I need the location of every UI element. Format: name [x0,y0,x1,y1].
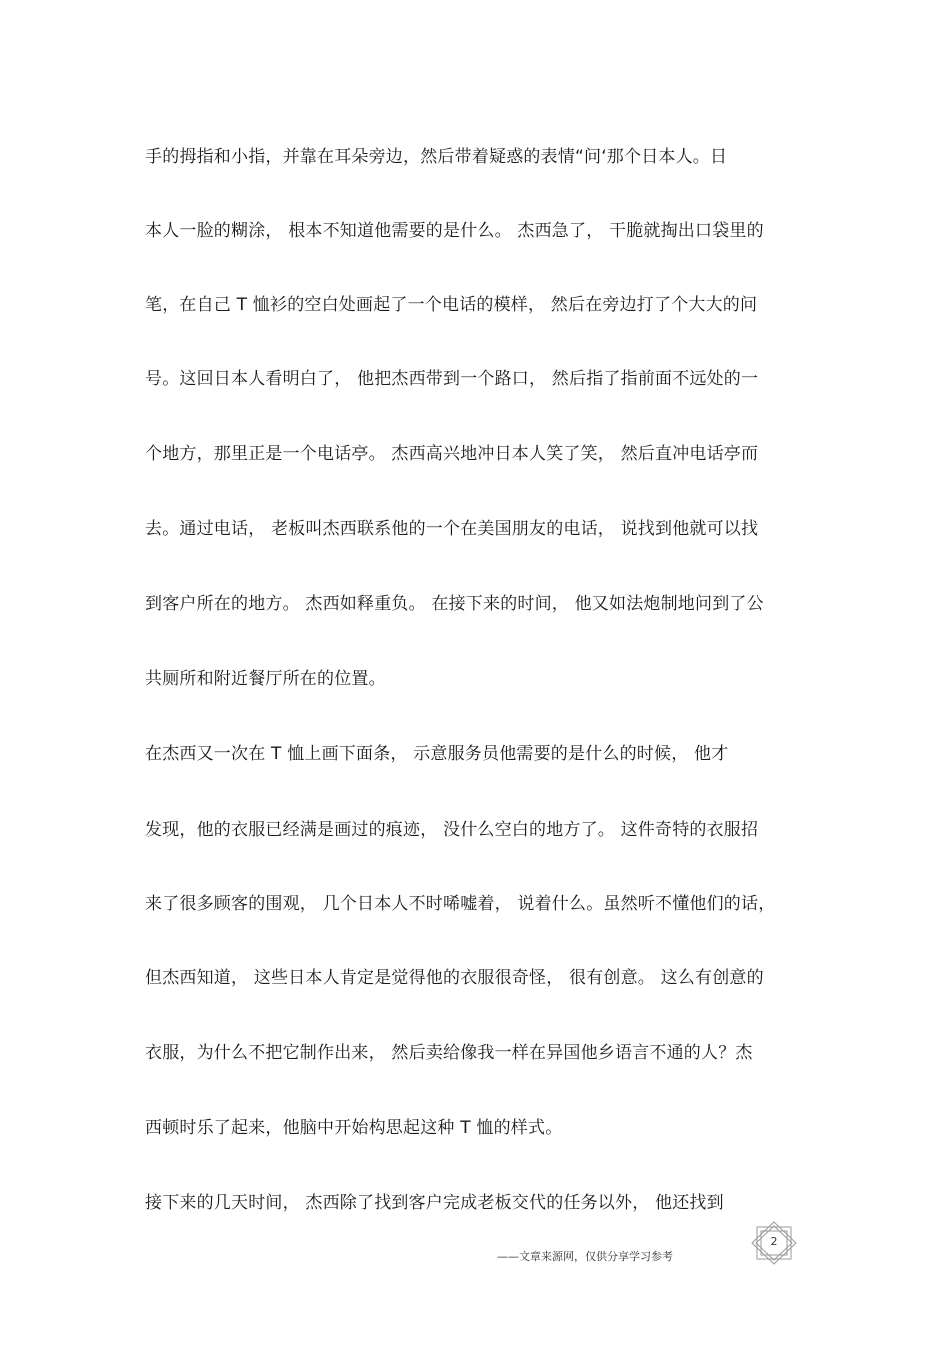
text-line-9: 在杰西又一次在 T 恤上画下面条， 示意服务员他需要的是什么的时候， 他才 [145,744,729,764]
text-line-6: 去。通过电话， 老板叫杰西联系他的一个在美国朋友的电话， 说找到他就可以找 [145,519,759,539]
text-line-13: 衣服，为什么不把它制作出来， 然后卖给像我一样在异国他乡语言不通的人？杰 [145,1043,753,1063]
text-line-14: 西顿时乐了起来，他脑中开始构思起这种 T 恤的样式。 [145,1118,563,1138]
footer-source-note: ——文章来源网，仅供分享学习参考 [497,1250,673,1263]
text-line-2: 本人一脸的糊涂， 根本不知道他需要的是什么。 杰西急了， 干脆就掏出口袋里的 [145,221,764,241]
page-number-badge [749,1221,799,1265]
text-line-5: 个地方，那里正是一个电话亭。 杰西高兴地冲日本人笑了笑， 然后直冲电话亭而 [145,444,759,464]
text-line-12: 但杰西知道， 这些日本人肯定是觉得他的衣服很奇怪， 很有创意。 这么有创意的 [145,968,764,988]
text-line-1: 手的拇指和小指，并靠在耳朵旁边，然后带着疑惑的表情“问‘那个日本人。日 [145,147,728,167]
text-line-3: 笔，在自己 T 恤衫的空白处画起了一个电话的模样， 然后在旁边打了个大大的问 [145,295,758,315]
text-line-10: 发现，他的衣服已经满是画过的痕迹， 没什么空白的地方了。 这件奇特的衣服招 [145,820,759,840]
text-line-7: 到客户所在的地方。 杰西如释重负。 在接下来的时间， 他又如法炮制地问到了公 [145,594,764,614]
text-line-15: 接下来的几天时间， 杰西除了找到客户完成老板交代的任务以外， 他还找到 [145,1193,724,1213]
text-line-11: 来了很多顾客的围观， 几个日本人不时唏嘘着， 说着什么。虽然听不懂他们的话， [145,894,776,914]
text-line-4: 号。这回日本人看明白了， 他把杰西带到一个路口， 然后指了指前面不远处的一 [145,369,759,389]
page-number: 2 [770,1235,778,1248]
text-line-8: 共厕所和附近餐厅所在的位置。 [145,669,386,689]
